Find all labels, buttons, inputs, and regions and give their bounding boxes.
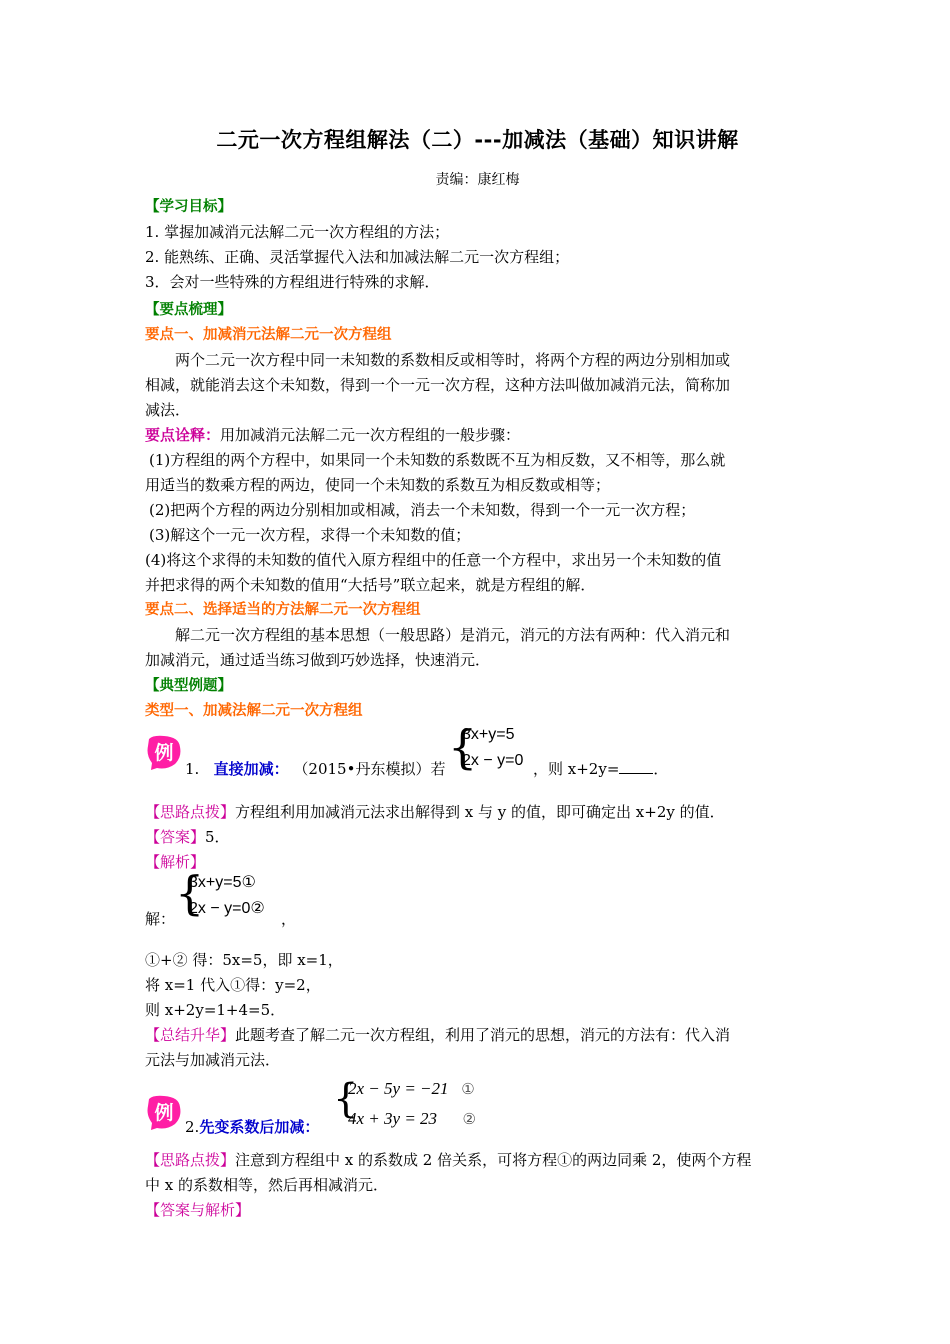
solution-steps: [145, 948, 810, 1073]
hint-text: 注意到方程组中 x 的系数成 2 倍关系，可将方程①的两边同乘 2，使两个方程: [235, 1151, 752, 1169]
goal-item: 1. 掌握加减消元法解二元一次方程组的方法；: [145, 223, 450, 241]
answer-blank: [619, 759, 653, 774]
example-one-body: [145, 800, 810, 875]
summary-text: 元法与加减消元法．: [145, 1051, 281, 1069]
brace-symbol: {: [333, 1076, 359, 1122]
goal-item: 2. 能熟练、正确、灵活掌握代入法和加减法解二元一次方程组；: [145, 248, 570, 266]
paragraph-line: 解二元一次方程组的基本思想（一般思路）是消元，消元的方法有两种：代入消元和: [175, 626, 731, 644]
learning-goals-section: [145, 195, 810, 295]
point-one-title: 要点一、加减消元法解二元一次方程组: [145, 327, 392, 343]
goal-item: 3．会对一些特殊的方程组进行特殊的求解．: [145, 273, 440, 291]
paragraph-line: 相减，就能消去这个未知数，得到一个一元一次方程，这种方法叫做加减消元法，简称加: [145, 376, 731, 394]
paragraph-line: 加减消元，通过适当练习做到巧妙选择，快速消元．: [145, 651, 491, 669]
type-one-title: 类型一、加减法解二元一次方程组: [145, 703, 363, 719]
example-badge-icon: [145, 1093, 183, 1131]
example-one-label: 直接加减：: [213, 760, 289, 778]
circled-one: ①: [461, 1080, 475, 1098]
step-line: 并把求得的两个未知数的值用“大括号”联立起来，就是方程组的解．: [145, 576, 596, 594]
step-line: (3)解这个一元一次方程，求得一个未知数的值；: [149, 526, 471, 544]
analysis-label: 【解析】: [145, 853, 206, 871]
equation-line: 2x − y=0: [462, 752, 524, 769]
editor-credit: 责编：康红梅: [435, 172, 520, 188]
example-one-tail: [533, 757, 810, 782]
solution-comma: [281, 907, 321, 932]
example-one-source: （2015•丹东模拟）若: [293, 760, 446, 778]
examples-header: 【典型例题】: [145, 678, 232, 694]
svg-text:例: 例: [154, 1102, 174, 1124]
hint-text: 中 x 的系数相等，然后再相减消元．: [145, 1176, 388, 1194]
example-two-label: 先变系数后加减：: [199, 1118, 320, 1136]
equation-line: 2x − y=0②: [189, 900, 265, 917]
step-line: (1)方程组的两个方程中，如果同一个未知数的系数既不互为相反数，又不相等，那么就: [149, 451, 726, 469]
solution-prefix-text: 解：: [145, 910, 176, 928]
hint-label: 【思路点拨】: [145, 803, 236, 821]
solution-comma-text: ，: [281, 910, 297, 928]
solution-line: 将 x=1 代入①得：y=2，: [145, 976, 321, 994]
key-points-section: [145, 298, 810, 673]
step-line: 用适当的数乘方程的两边，使同一个未知数的系数互为相反数或相等；: [145, 476, 611, 494]
paragraph-line: 减法．: [145, 401, 191, 419]
equation-line: 3x+y=5: [462, 726, 515, 743]
circled-two: ②: [462, 1110, 476, 1128]
brace-symbol: {: [175, 866, 205, 920]
step-line: (2)把两个方程的两边分别相加或相减，消去一个未知数，得到一个一元一次方程；: [149, 501, 696, 519]
answer-text: 5．: [205, 828, 230, 846]
answer-analysis-label: 【答案与解析】: [145, 1201, 251, 1219]
hint-text: 方程组利用加减消元法求出解得到 x 与 y 的值，即可确定出 x+2y 的值．: [235, 803, 725, 821]
learning-goals-header: 【学习目标】: [145, 199, 232, 215]
example-two-number: 2.: [185, 1118, 200, 1136]
examples-section: [145, 674, 810, 724]
solution-line: ①+② 得：5x=5，即 x=1，: [145, 951, 343, 969]
brace-symbol: {: [448, 720, 478, 774]
question-end-text: ．: [653, 760, 669, 778]
hint-label: 【思路点拨】: [145, 1151, 236, 1169]
page-title: 二元一次方程组解法（二）---加减法（基础）知识讲解: [216, 128, 739, 152]
note-text: 用加减消元法解二元一次方程组的一般步骤：: [220, 426, 521, 444]
equation-line: 2x − 5y = −21: [348, 1079, 449, 1098]
solution-system: [189, 870, 265, 922]
point-two-title: 要点二、选择适当的方法解二元一次方程组: [145, 602, 421, 618]
summary-label: 【总结升华】: [145, 1026, 236, 1044]
equation-line: 4x + 3y = 23: [348, 1109, 438, 1128]
summary-text: 此题考查了解二元一次方程组，利用了消元的思想，消元的方法有：代入消: [235, 1026, 731, 1044]
step-line: (4)将这个求得的未知数的值代入原方程组中的任意一个方程中，求出另一个未知数的值: [145, 551, 722, 569]
example-one-number: 1.: [185, 760, 200, 778]
example-two-system: [348, 1074, 476, 1134]
answer-label: 【答案】: [145, 828, 206, 846]
equation-line: 3x+y=5①: [189, 874, 256, 891]
question-tail-text: ，则 x+2y=: [533, 760, 620, 778]
paragraph-line: 两个二元一次方程中同一未知数的系数相反或相等时，将两个方程的两边分别相加或: [175, 351, 731, 369]
note-label: 要点诠释：: [145, 426, 221, 444]
example-badge-icon: [145, 733, 183, 771]
example-one-system: [462, 722, 523, 774]
key-points-header: 【要点梳理】: [145, 302, 232, 318]
example-two-body: [145, 1148, 810, 1223]
svg-text:例: 例: [154, 742, 174, 764]
solution-line: 则 x+2y=1+4=5．: [145, 1001, 286, 1019]
